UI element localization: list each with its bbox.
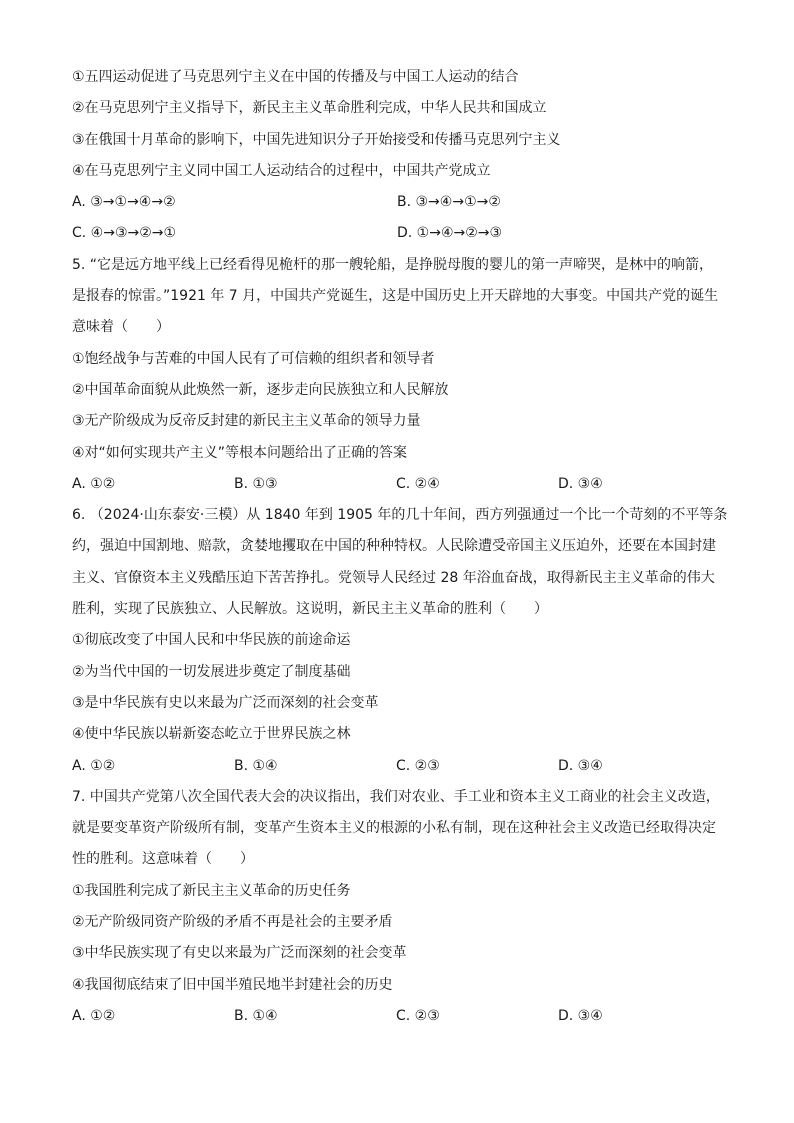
option-d: D. ③④ bbox=[558, 1007, 603, 1024]
statement-item: ①五四运动促进了马克思列宁主义在中国的传播及与中国工人运动的结合 bbox=[72, 69, 519, 85]
answer-options bbox=[72, 469, 722, 500]
statement-item: ④在马克思列宁主义同中国工人运动结合的过程中，中国共产党成立 bbox=[72, 162, 491, 179]
question-stem-line: 主义、官僚资本主义残酷压迫下苦苦挣扎。党领导人民经过 28 年浴血奋战，取得新民主主义革命的伟大 bbox=[72, 569, 715, 586]
answer-options bbox=[72, 218, 722, 249]
statement-item: ③是中华民族有史以来最为广泛而深刻的社会变革 bbox=[72, 694, 379, 711]
option-b: B. ③→④→①→② bbox=[397, 194, 501, 211]
statement-item: ③无产阶级成为反帝反封建的新民主主义革命的领导力量 bbox=[72, 413, 421, 430]
question-5 bbox=[72, 250, 722, 500]
answer-options bbox=[72, 751, 722, 782]
option-d: D. ③④ bbox=[558, 475, 603, 492]
statement-item: ①彻底改变了中国人民和中华民族的前途命运 bbox=[72, 632, 351, 649]
question-stem-line: 胜利，实现了民族独立、人民解放。这说明，新民主主义革命的胜利（ ） bbox=[72, 601, 548, 618]
question-stem-line: 7. 中国共产党第八次全国代表大会的决议指出，我们对农业、手工业和资本主义工商业的社会主义改造， bbox=[72, 788, 720, 805]
option-a: A. ①② bbox=[72, 475, 116, 492]
option-c: C. ④→③→②→① bbox=[72, 225, 177, 242]
option-d: D. ①→④→②→③ bbox=[397, 225, 503, 242]
question-6 bbox=[72, 500, 728, 782]
question-7 bbox=[72, 782, 722, 1032]
statement-item: ②为当代中国的一切发展进步奠定了制度基础 bbox=[72, 663, 351, 680]
question-stem-line: 性的胜利。这意味着（ ） bbox=[72, 851, 254, 868]
question-stem-line: 6. （2024·山东泰安·三模）从 1840 年到 1905 年的几十年间，西方列强通过一个比一个苛刻的不平等条 bbox=[72, 507, 728, 524]
question-stem-line: 是报春的惊雷。”1921 年 7 月，中国共产党诞生，这是中国历史上开天辟地的大事变。中国共产党的诞生 bbox=[72, 288, 719, 305]
statement-item: ②在马克思列宁主义指导下，新民主主义革命胜利完成，中华人民共和国成立 bbox=[72, 100, 547, 117]
option-a: A. ①② bbox=[72, 757, 116, 774]
statement-item: ④使中华民族以崭新姿态屹立于世界民族之林 bbox=[72, 726, 351, 743]
statement-item: ④我国彻底结束了旧中国半殖民地半封建社会的历史 bbox=[72, 976, 393, 993]
question-stem-line: 就是要变革资产阶级所有制，变革产生资本主义的根源的小私有制，现在这种社会主义改造已经取得决定 bbox=[72, 820, 716, 837]
statement-item: ③在俄国十月革命的影响下，中国先进知识分子开始接受和传播马克思列宁主义 bbox=[72, 131, 561, 148]
statement-item: ④对“如何实现共产主义”等根本问题给出了正确的答案 bbox=[72, 444, 408, 461]
option-b: B. ①④ bbox=[234, 757, 278, 774]
question-stem-line: 5. “它是远方地平线上已经看得见桅杆的那一艘轮船，是挣脱母腹的婴儿的第一声啼哭，是林中的响箭， bbox=[72, 256, 714, 273]
question-4 bbox=[72, 62, 722, 250]
option-c: C. ②③ bbox=[396, 1007, 440, 1024]
question-stem-line: 意味着（ ） bbox=[72, 319, 170, 336]
option-c: C. ②④ bbox=[396, 475, 440, 492]
option-b: B. ①④ bbox=[234, 1007, 278, 1024]
statement-item: ①我国胜利完成了新民主主义革命的历史任务 bbox=[72, 882, 351, 899]
option-b: B. ①③ bbox=[234, 475, 278, 492]
answer-options bbox=[72, 187, 722, 218]
statement-item: ①饱经战争与苦难的中国人民有了可信赖的组织者和领导者 bbox=[72, 350, 435, 367]
option-d: D. ③④ bbox=[558, 757, 603, 774]
option-c: C. ②③ bbox=[396, 757, 440, 774]
option-a: A. ③→①→④→② bbox=[72, 194, 176, 211]
document-page bbox=[72, 62, 728, 1032]
statement-item: ②无产阶级同资产阶级的矛盾不再是社会的主要矛盾 bbox=[72, 914, 393, 931]
answer-options bbox=[72, 1001, 722, 1032]
question-stem-line: 约，强迫中国割地、赔款，贪婪地攫取在中国的种种特权。人民除遭受帝国主义压迫外，还要在本国封建 bbox=[72, 538, 716, 555]
statement-item: ②中国革命面貌从此焕然一新，逐步走向民族独立和人民解放 bbox=[72, 381, 449, 398]
option-a: A. ①② bbox=[72, 1007, 116, 1024]
statement-item: ③中华民族实现了有史以来最为广泛而深刻的社会变革 bbox=[72, 945, 407, 962]
